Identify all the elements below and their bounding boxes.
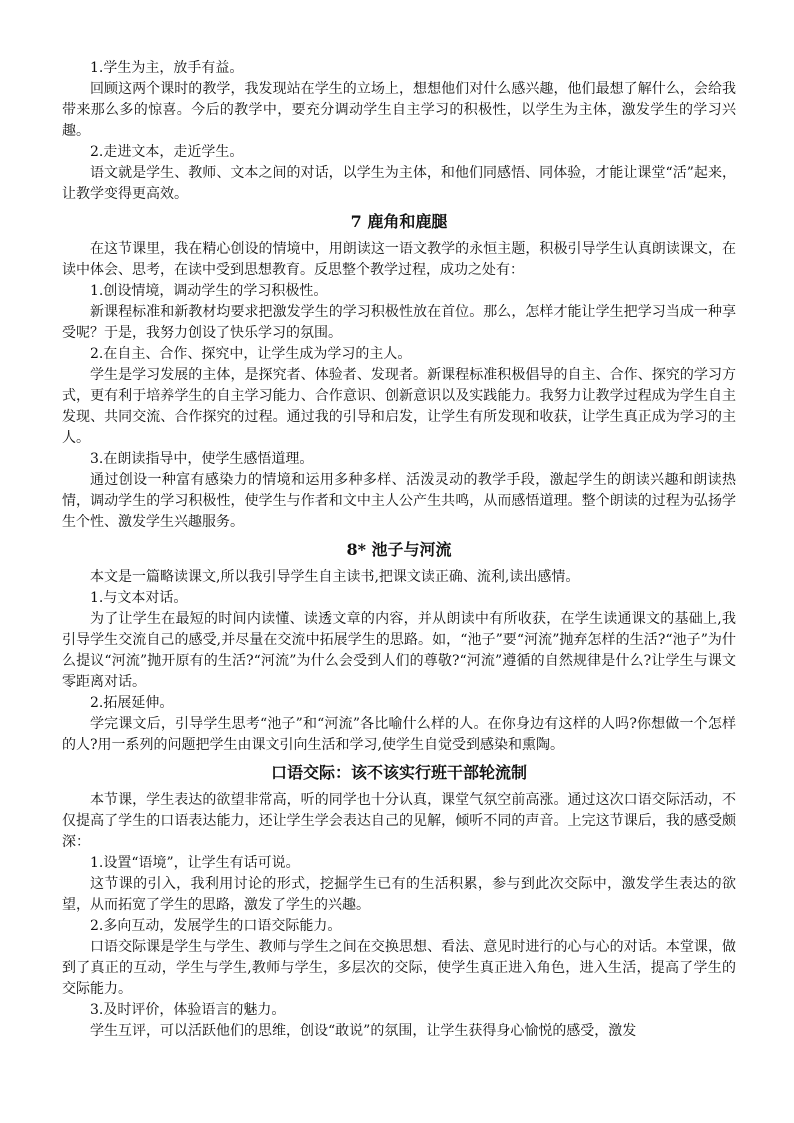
section-8-title: 8* 池子与河流	[346, 540, 452, 559]
section-7-paragraph: 在这节课里，我在精心创设的情境中，用朗读这一语文教学的永恒主题，积极引导学生认真朗读课文，在读中体会、思考，在读中受到思想教育。反思整个教学过程，成功之处有：	[62, 241, 736, 278]
section-7-paragraph: 新课程标准和新教材均要求把激发学生的学习积极性放在首位。那么，怎样才能让学生把学习当成一种享受呢？于是，我努力创设了快乐学习的氛围。	[62, 304, 736, 341]
section-7	[62, 211, 736, 533]
section-8-paragraph: 本文是一篇略读课文,所以我引导学生自主读书,把课文读正确、流利,读出感情。	[90, 569, 580, 585]
section-7-paragraph: 通过创设一种富有感染力的情境和运用多种多样、活泼灵动的教学手段，激起学生的朗读兴趣和朗读热情，调动学生的学习积极性，使学生与作者和文中主人公产生共鸣，从而感悟道理。整个朗读的过程为弘扬学生个性、激发学生兴趣服务。	[62, 472, 736, 530]
section-7-paragraph: 3.在朗读指导中，使学生感悟道理。	[90, 451, 314, 467]
section-8-paragraph: 学完课文后，引导学生思考“池子”和“河流”各比喻什么样的人。在你身边有这样的人吗?你想做一个怎样的人?用一系列的问题把学生由课文引向生活和学习,使学生自觉受到感染和熏陶。	[62, 716, 736, 753]
intro-section	[62, 58, 736, 205]
section-oral-paragraph: 口语交际课是学生与学生、教师与学生之间在交换思想、看法、意见时进行的心与心的对话。本堂课，做到了真正的互动，学生与学生,教师与学生，多层次的交际，使学生真正进入角色，进入生活，提高了学生的交际能力。	[62, 939, 736, 997]
section-oral-paragraph: 学生互评，可以活跃他们的思维，创设“敢说”的氛围，让学生获得身心愉悦的感受，激发	[90, 1023, 637, 1039]
section-8	[62, 539, 736, 756]
intro-point-2: 2.走进文本，走近学生。	[90, 144, 244, 160]
section-8-paragraph: 为了让学生在最短的时间内读懂、读透文章的内容，并从朗读中有所收获，在学生读通课文的基础上,我引导学生交流自己的感受,并尽量在交流中拓展学生的思路。如，“池子”要“河流”抛弃怎样的生活?“池子”为什么提议“河流”抛开原有的生活?“河流”为什么会受到人们的尊敬?“河流”遵循的自然规律是什么?让学生与课文零距离对话。	[62, 611, 736, 690]
section-7-paragraph: 1.创设情境，调动学生的学习积极性。	[90, 283, 328, 299]
section-oral-paragraph: 这节课的引入，我利用讨论的形式，挖掘学生已有的生活积累，参与到此次交际中，激发学生表达的欲望，从而拓宽了学生的思路，激发了学生的兴趣。	[62, 876, 736, 913]
intro-paragraph-2: 语文就是学生、教师、文本之间的对话，以学生为主体，和他们同感悟、同体验，才能让课堂“活”起来，让教学变得更高效。	[62, 165, 736, 202]
section-7-title: 7 鹿角和鹿腿	[350, 212, 448, 231]
section-oral-paragraph: 3.及时评价，体验语言的魅力。	[90, 1002, 286, 1018]
intro-point-1: 1.学生为主，放手有益。	[90, 60, 244, 76]
section-oral-paragraph: 2.多向互动，发展学生的口语交际能力。	[90, 918, 342, 934]
section-oral-paragraph: 1.设置“语境”，让学生有话可说。	[90, 855, 300, 871]
intro-paragraph-1: 回顾这两个课时的教学，我发现站在学生的立场上，想想他们对什么感兴趣，他们最想了解什么，会给我带来那么多的惊喜。今后的教学中，要充分调动学生自主学习的积极性，以学生为主体，激发学生的学习兴趣。	[62, 81, 736, 139]
section-8-paragraph: 2.拓展延伸。	[90, 695, 174, 711]
section-oral-title: 口语交际：该不该实行班干部轮流制	[270, 763, 527, 782]
section-7-paragraph: 学生是学习发展的主体，是探究者、体验者、发现者。新课程标准积极倡导的自主、合作、探究的学习方式，更有利于培养学生的自主学习能力、合作意识、创新意识以及实践能力。我努力让教学过程成为学生自主发现、共同交流、合作探究的过程。通过我的引导和启发，让学生有所发现和收获，让学生真正成为学习的主人。	[62, 367, 736, 446]
section-oral	[62, 762, 736, 1042]
document-page	[62, 58, 736, 1042]
section-oral-paragraph: 本节课，学生表达的欲望非常高，听的同学也十分认真，课堂气氛空前高涨。通过这次口语交际活动，不仅提高了学生的口语表达能力，还让学生学会表达自己的见解，倾听不同的声音。上完这节课后，我的感受颇深：	[62, 792, 736, 850]
section-8-paragraph: 1.与文本对话。	[90, 590, 188, 606]
section-7-paragraph: 2.在自主、合作、探究中，让学生成为学习的主人。	[90, 346, 412, 362]
